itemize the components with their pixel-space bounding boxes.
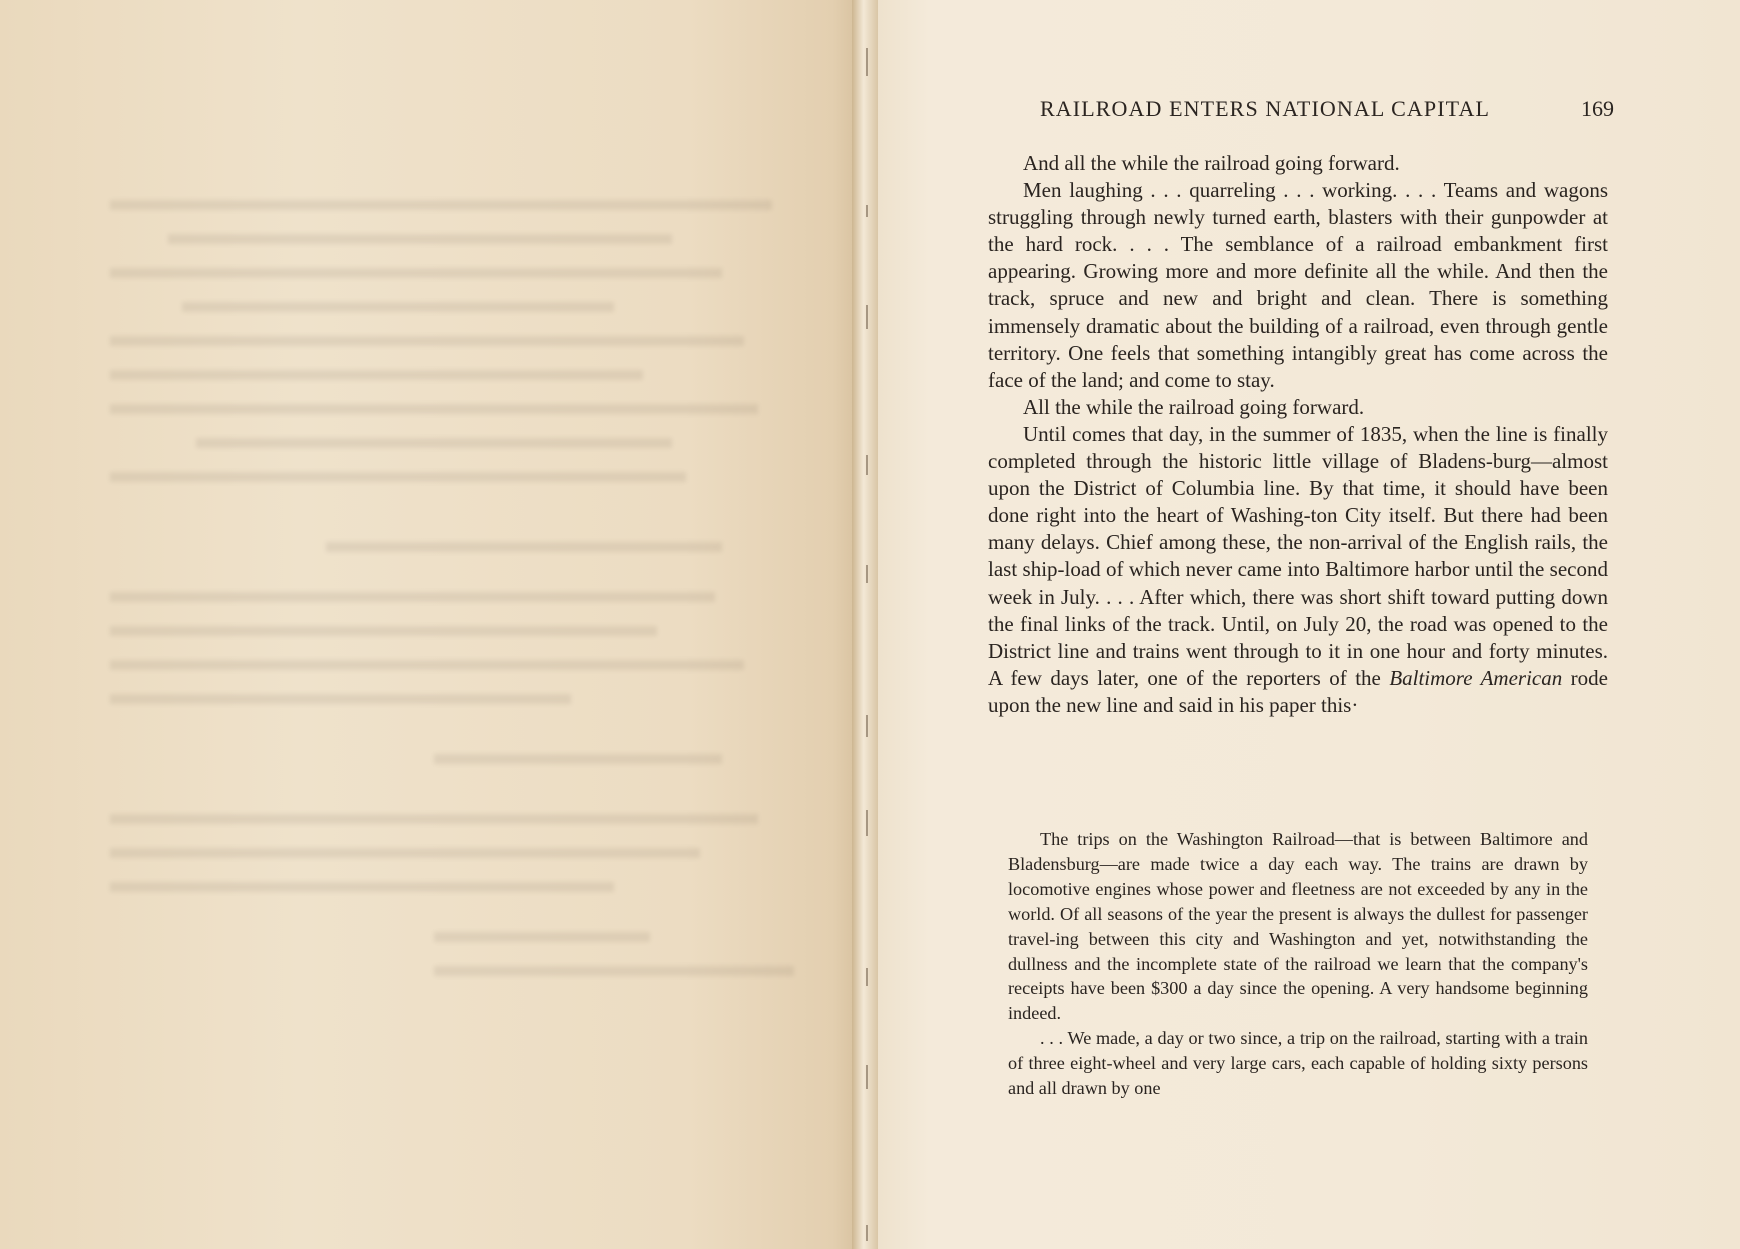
quote-paragraph: . . . We made, a day or two since, a trip on the railroad, starting with a train of three eight-wheel and very large cars, each capable of holding sixty persons and all drawn by one [1008, 1028, 1588, 1099]
paragraph: All the while the railroad going forward. [1023, 394, 1365, 419]
binding-stitch [866, 205, 868, 217]
binding-stitch [866, 1225, 868, 1241]
binding-stitch [866, 565, 868, 583]
quote-paragraph: The trips on the Washington Railroad—that is between Baltimore and Bladensburg—are made twice a day each way. The trains are drawn by locomotive engines whose power and fleetness are not exceeded by any in the world. Of all seasons of the year the present is always the dullest for passenger travel-ing between this city and Washington and yet, notwithstanding the dullness and the incomplete state of the railroad we learn that the company's receipts have been $300 a day since the opening. A very handsome beginning indeed. [1008, 829, 1588, 1024]
binding-stitch [866, 715, 868, 737]
running-head-title: RAILROAD ENTERS NATIONAL CAPITAL [1040, 96, 1490, 121]
show-through-ghost-text [110, 200, 830, 1060]
paragraph: And all the while the railroad going forward. [1023, 151, 1400, 175]
paragraph-text: rode upon the new line and said in his paper this· [988, 665, 1608, 717]
right-page [878, 0, 1740, 1249]
binding-stitch [866, 48, 868, 76]
paragraph-text: Until comes that day, in the summer of 1835, when the line is finally completed through the historic little village of Bladens-burg—almost upon the District of Columbia line. By that time, it should have been done right into the heart of Washing-ton City itself. But there had been many delays. Chief among these, the non-arrival of the English rails, the last ship-load of which never came into Baltimore harbor until the second week in July. . . . After which, there was short shift toward putting down the final links of the track. Until, on July 20, the road was opened to the District line and trains went through to it in one hour and forty minutes. A few days later, one of the reporters of the [988, 421, 1608, 690]
book-gutter [852, 0, 878, 1249]
page-number: 169 [1581, 96, 1614, 121]
binding-stitch [866, 305, 868, 329]
paragraph [988, 421, 1608, 719]
binding-stitch [866, 810, 868, 836]
binding-stitch [866, 968, 868, 986]
left-page-blank [0, 0, 858, 1249]
paragraph: Men laughing . . . quarreling . . . working. . . . Teams and wagons struggling through newly turned earth, blasters with their gunpowder at the hard rock. . . . The semblance of a railroad embankment first appearing. Growing more and more definite all the while. And then the track, spruce and new and bright and clean. There is something immensely dramatic about the building of a railroad, even through gentle territory. One feels that something intangibly great has come across the face of the land; and come to stay. [988, 178, 1608, 392]
newspaper-title: Baltimore American [1389, 665, 1563, 690]
binding-stitch [866, 455, 868, 475]
binding-stitch [866, 1065, 868, 1089]
body-text [988, 150, 1608, 719]
block-quote [1008, 827, 1588, 1101]
